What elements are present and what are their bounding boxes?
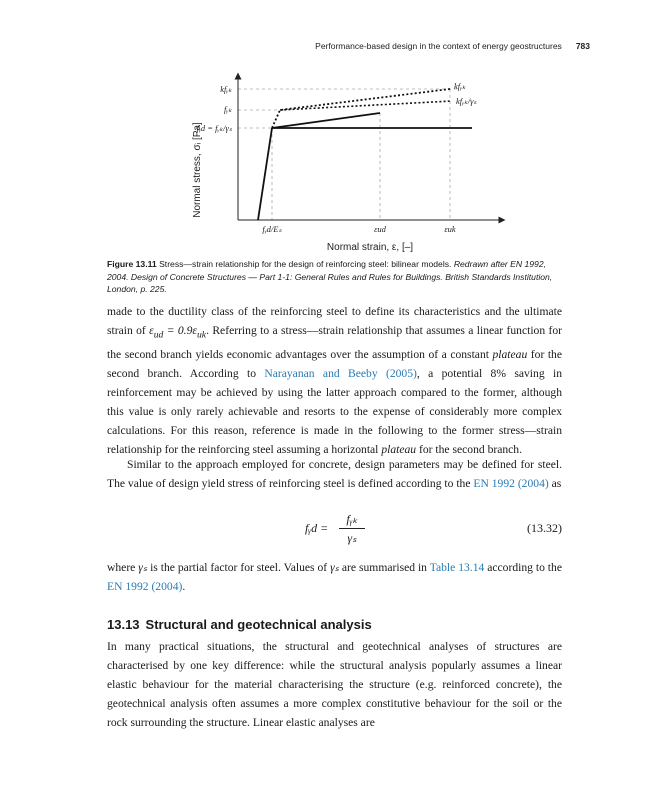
x-tick-eps-ud: εud <box>374 224 386 234</box>
equation-numerator: fᵧₖ <box>339 512 365 529</box>
ref-narayanan-beeby[interactable]: Narayanan and Beeby (2005) <box>264 366 417 380</box>
paragraph-ductility: made to the ductility class of the reinforcing steel to define its characteristics and the ultimate strain of $\varepsilon_{ud} = 0.9\varepsilon_{uk}$. Referring to a stress—strain relationship that assumes a linear function for the second branch yields economic advantages over the assumption of a constant plateau for the second branch. According to Narayanan and Beeby (2005), a potential 8% saving in reinforcement may be achieved by using the latter approach compared to the former, although this value is only rarely achievable and resorts to the expense of considerably more complex calculations. For this reason, reference is made in the following to the former stress—strain relationship for the reinforcing steel assuming a horizontal plateau for the second branch. <box>107 305 562 456</box>
stress-strain-figure <box>180 70 510 260</box>
running-header <box>315 41 590 51</box>
y-axis-label: Normal stress, σᵢ [Pa] <box>192 122 203 218</box>
line-label-kfyk-gamma: kfᵧₖ/γₛ <box>456 96 477 106</box>
equation-fraction <box>339 512 365 546</box>
section-heading <box>107 617 372 632</box>
y-tick-kfyk: kfᵧₖ <box>220 84 232 94</box>
y-tick-fyd: fᵧd = fᵧₖ/γₛ <box>196 123 232 133</box>
paragraph-design-parameters: Similar to the approach employed for concrete, design parameters may be defined for steel. The value of design yield stress of reinforcing steel is defined according to the EN 1992 (2004) as <box>107 458 562 491</box>
page-number: 783 <box>575 41 590 51</box>
section-number: 13.13 <box>107 617 140 632</box>
ref-en-1992-b[interactable]: EN 1992 (2004) <box>107 580 183 594</box>
running-title: Performance-based design in the context of energy geostructures <box>315 41 562 51</box>
paragraph-analysis: In many practical situations, the structural and geotechnical analyses of structures are characterised by one key difference: while the structural analysis popularly assumes a linear elastic behaviour for the material characterising the structure (e.g. reinforced concrete), the geotechnical analysis often assumes a more complex constitutive behaviour for the soil or the rock surrounding the structure. Linear elastic analyses are <box>107 640 562 730</box>
x-tick-fyd-E: fᵧd/Eₛ <box>262 224 282 234</box>
ref-table-13-14[interactable]: Table 13.14 <box>429 561 485 574</box>
solid-inclined-branch <box>272 113 380 128</box>
figure-caption-text: Stress—strain relationship for the design of reinforcing steel: bilinear models. <box>159 259 452 269</box>
x-axis-label: Normal strain, ε, [–] <box>326 242 414 253</box>
stress-strain-chart <box>180 70 510 260</box>
y-tick-fyk: fᵧₖ <box>224 104 232 114</box>
equation-lhs: fᵧd = <box>305 521 329 535</box>
figure-caption <box>107 258 562 296</box>
line-label-kfyk: kfᵧₖ <box>454 81 466 91</box>
paragraph-partial-factor: where γₛ is the partial factor for steel. Values of γₛ are summarised in Table 13.14 according to the EN 1992 (2004). <box>107 561 562 594</box>
equation-13-32 <box>107 510 562 550</box>
dotted-kfyk-gamma-line <box>280 101 452 110</box>
equation-number: (13.32) <box>527 521 562 535</box>
figure-source: Redrawn after EN 1992, 2004. Design of Concrete Structures — Part 1-1: General Rules and Rules for Buildings. British Standards Institution, London, p. 225. <box>107 259 553 295</box>
figure-label: Figure 13.11 <box>107 259 157 269</box>
solid-elastic-branch <box>258 128 272 220</box>
math-eps-ud: $\varepsilon_{ud} = 0.9\varepsilon_{uk}$ <box>149 324 207 341</box>
equation-denominator: γₛ <box>347 531 357 545</box>
section-title: Structural and geotechnical analysis <box>145 617 372 632</box>
x-tick-eps-uk: εuk <box>444 224 456 234</box>
ref-en-1992-a[interactable]: EN 1992 (2004) <box>473 477 549 491</box>
